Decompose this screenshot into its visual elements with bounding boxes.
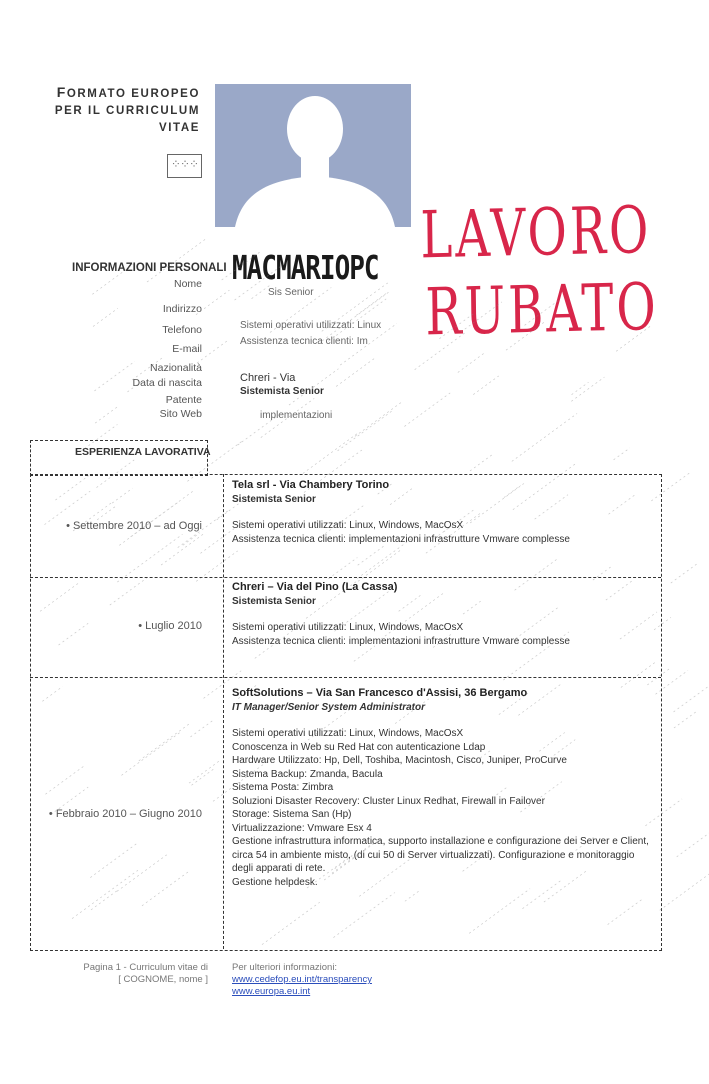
- job-detail: Virtualizzazione: Vmware Esx 4: [232, 822, 372, 834]
- job-role: Sistemista Senior: [232, 595, 316, 607]
- personal-info-title: INFORMAZIONI PERSONALI: [72, 262, 227, 274]
- overlay-role: Sis Senior: [268, 287, 314, 298]
- overlay-line: implementazioni: [260, 410, 333, 421]
- footer-left: Pagina 1 - Curriculum vitae di [ COGNOME, nome ]: [83, 962, 208, 985]
- job-detail: Soluzioni Disaster Recovery: Cluster Linux Redhat, Firewall in Failover: [232, 795, 545, 807]
- cv-format-title: FORMATO EUROPEO PER IL CURRICULUM VITAE: [54, 84, 200, 134]
- avatar-silhouette-icon: [215, 84, 411, 227]
- stamp-rubato: RUBATO: [425, 269, 660, 351]
- label-sito-web: Sito Web: [159, 408, 202, 420]
- row-divider: [30, 677, 661, 678]
- job-detail: Gestione infrastruttura informatica, supporto installazione e configurazione dei Server e Client,: [232, 836, 649, 847]
- job-detail: circa 54 in ambiente misto, (di cui 50 di Server virtualizzati). Configurazione e monitoraggio: [232, 849, 635, 861]
- scratch-mark: [470, 453, 494, 471]
- label-telefono: Telefono: [162, 324, 202, 336]
- column-divider: [223, 474, 224, 949]
- scratch-mark: [660, 866, 709, 910]
- job-entry: [232, 479, 652, 546]
- stamp-lavoro: LAVORO: [420, 192, 652, 274]
- scratch-mark: [147, 239, 206, 282]
- scratch-mark: [336, 357, 376, 387]
- job-detail: Conoscenza in Web su Red Hat con autenticazione Ldap: [232, 741, 486, 753]
- scratch-mark: [671, 563, 698, 583]
- eu-flag-icon: ⁘⁘⁘: [167, 154, 202, 178]
- job-date: • Luglio 2010: [138, 620, 202, 632]
- scratch-mark: [356, 294, 386, 316]
- label-patente: Patente: [165, 394, 202, 406]
- footer-link[interactable]: www.cedefop.eu.int/transparency: [232, 974, 372, 985]
- overlay-line: Sistemista Senior: [240, 386, 324, 397]
- job-detail: Sistema Posta: Zimbra: [232, 782, 334, 793]
- scratch-mark: [677, 817, 709, 857]
- job-detail: Sistemi operativi utilizzati: Linux, Windows, MacOsX: [232, 520, 464, 531]
- job-detail: Gestione helpdesk.: [232, 876, 318, 888]
- label-nome: Nome: [173, 278, 202, 290]
- experience-title: ESPERIENZA LAVORATIVA: [75, 446, 211, 458]
- label-data-nascita: Data di nascita: [132, 377, 202, 389]
- scratch-mark: [473, 376, 499, 395]
- job-date: • Febbraio 2010 – Giugno 2010: [48, 808, 202, 820]
- job-detail: Sistemi operativi utilizzati: Linux, Windows, MacOsX: [232, 728, 464, 739]
- job-detail: Sistemi operativi utilizzati: Linux, Windows, MacOsX: [232, 622, 464, 633]
- job-detail: Assistenza tecnica clienti: implementazioni infrastrutture Vmware complesse: [232, 533, 570, 545]
- scratch-mark: [338, 410, 394, 451]
- job-detail: Sistema Backup: Zmanda, Bacula: [232, 768, 383, 780]
- job-date: • Settembre 2010 – ad Oggi: [66, 520, 202, 532]
- job-detail: degli apparati di rete.: [232, 863, 326, 874]
- job-company: Chreri – Via del Pino (La Cassa): [232, 581, 398, 593]
- footer-link[interactable]: www.europa.eu.int: [232, 986, 311, 997]
- overlay-line: Chreri - Via: [240, 372, 296, 384]
- label-nazionalita: Nazionalità: [150, 362, 202, 374]
- watermark-name: MACMARIOPC: [232, 250, 379, 288]
- row-divider: [30, 577, 661, 578]
- job-entry: [232, 581, 652, 648]
- scratch-mark: [458, 353, 485, 373]
- label-indirizzo: Indirizzo: [162, 303, 202, 315]
- job-company: Tela srl - Via Chambery Torino: [232, 479, 390, 491]
- scratch-mark: [614, 448, 630, 460]
- scratch-mark: [355, 401, 403, 436]
- scratch-mark: [572, 382, 589, 394]
- overlay-line: Sistemi operativi utilizzati: Linux: [240, 320, 382, 331]
- job-detail: Assistenza tecnica clienti: implementazioni infrastrutture Vmware complesse: [232, 635, 570, 647]
- scratch-mark: [404, 393, 450, 427]
- label-email: E-mail: [172, 343, 202, 355]
- scratch-mark: [674, 669, 709, 712]
- job-detail: Hardware Utilizzato: Hp, Dell, Toshiba, Macintosh, Cisco, Juniper, ProCurve: [232, 755, 567, 766]
- scratch-mark: [303, 432, 359, 473]
- overlay-line: Assistenza tecnica clienti: Im: [240, 336, 368, 347]
- job-role: Sistemista Senior: [232, 493, 316, 505]
- job-entry: [232, 687, 652, 889]
- job-company: SoftSolutions – Via San Francesco d'Assisi, 36 Bergamo: [232, 687, 528, 699]
- scratch-mark: [571, 377, 604, 401]
- scratch-mark: [674, 711, 697, 728]
- job-detail: Storage: Sistema San (Hp): [232, 809, 352, 820]
- scratch-mark: [512, 414, 577, 462]
- scratch-mark: [322, 292, 389, 341]
- job-role: IT Manager/Senior System Administrator: [232, 701, 426, 713]
- footer-right: Per ulteriori informazioni: www.cedefop.eu.int/transparency www.europa.eu.int: [232, 962, 372, 997]
